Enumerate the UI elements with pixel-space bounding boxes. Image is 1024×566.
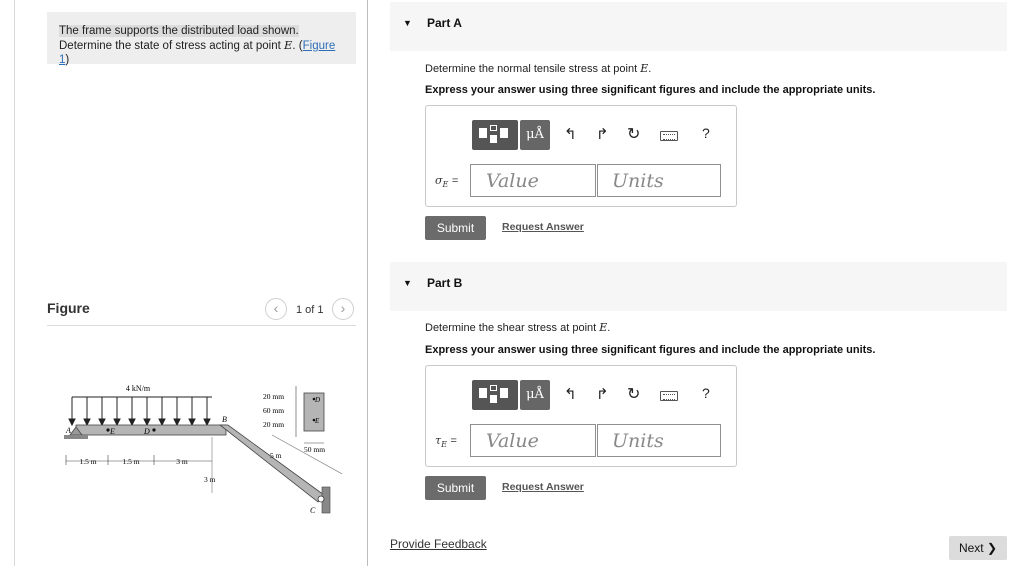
redo-icon[interactable]: ↱ [596, 386, 609, 403]
part-a-instruction: Express your answer using three significant figures and include the appropriate units. [425, 84, 876, 96]
part-a-value-input[interactable]: Value [470, 164, 596, 197]
caret-down-icon: ▼ [403, 278, 412, 288]
part-a-answer-box [425, 105, 737, 207]
dim-3-horizontal: 3 m [176, 457, 188, 466]
section-dim-20a: 20 mm [263, 392, 285, 401]
label-a: A [66, 426, 71, 435]
panel-divider[interactable] [367, 0, 368, 566]
part-b-title: Part B [427, 276, 463, 290]
label-b: B [222, 415, 227, 424]
section-label-d: D [315, 396, 321, 404]
part-b-instruction: Express your answer using three significant figures and include the appropriate units. [425, 344, 876, 356]
figure-link[interactable]: Figure 1 [59, 40, 336, 66]
left-margin-rule [14, 0, 15, 566]
problem-line-1: The frame supports the distributed load shown. [59, 25, 299, 37]
section-dim-20b: 20 mm [263, 420, 285, 429]
part-b-header[interactable] [390, 262, 1007, 311]
distributed-load [69, 397, 212, 425]
undo-icon[interactable]: ↰ [564, 126, 577, 143]
templates-button[interactable] [472, 380, 518, 410]
support-base [64, 435, 88, 439]
inclined-member [220, 425, 324, 502]
section-label-e: E [315, 417, 320, 425]
figure-title: Figure [47, 300, 90, 316]
point-e: E [284, 38, 293, 52]
caret-down-icon: ▼ [403, 18, 412, 28]
provide-feedback-link[interactable]: Provide Feedback [390, 537, 487, 551]
units-button[interactable]: μÅ [520, 120, 550, 150]
math-toolbar [472, 380, 712, 410]
label-c: C [310, 506, 316, 515]
next-button[interactable]: Next ❯ [949, 536, 1007, 560]
redo-icon[interactable]: ↱ [596, 126, 609, 143]
help-icon[interactable]: ? [702, 385, 710, 401]
figure-prev-button[interactable] [265, 298, 287, 320]
part-b-question: Determine the shear stress at point E. [425, 321, 611, 334]
undo-icon[interactable]: ↰ [564, 386, 577, 403]
sigma-e-label: $\sigma_E$ = [435, 174, 459, 190]
label-load: 4 kN/m [125, 384, 151, 393]
part-a-submit-button[interactable]: Submit [425, 216, 486, 240]
dim-3-vertical: 3 m [204, 475, 216, 484]
part-a-request-answer-link[interactable]: Request Answer [502, 221, 584, 233]
frame-figure [62, 375, 342, 520]
part-b-submit-button[interactable]: Submit [425, 476, 486, 500]
reset-icon[interactable]: ↻ [627, 126, 641, 143]
section-dim-60: 60 mm [263, 406, 285, 415]
part-a-header[interactable] [390, 2, 1007, 51]
dim-5: 5 m [270, 451, 282, 460]
keyboard-icon[interactable] [660, 131, 678, 141]
figure-rule [47, 325, 356, 326]
keyboard-icon[interactable] [660, 391, 678, 401]
part-a-title: Part A [427, 16, 462, 30]
label-e: E [110, 427, 115, 436]
part-b-value-input[interactable]: Value [470, 424, 596, 457]
figure-pager: 1 of 1 [296, 304, 324, 316]
dim-1-5-b: 1.5 m [122, 457, 140, 466]
math-toolbar [472, 120, 712, 150]
units-button[interactable]: μÅ [520, 380, 550, 410]
part-a-units-input[interactable]: Units [597, 164, 721, 197]
chevron-right-icon: › [340, 300, 346, 316]
reset-icon[interactable]: ↻ [627, 386, 641, 403]
beam [76, 425, 226, 435]
problem-line-2: Determine the state of stress acting at point E. (Figure 1) [59, 38, 336, 66]
tau-e-label: $\tau_E$ = [435, 434, 457, 450]
part-b-request-answer-link[interactable]: Request Answer [502, 481, 584, 493]
help-icon[interactable]: ? [702, 125, 710, 141]
label-d: D [144, 427, 150, 436]
figure-next-button[interactable] [332, 298, 354, 320]
part-b-units-input[interactable]: Units [597, 424, 721, 457]
section-dim-50: 50 mm [304, 445, 326, 454]
part-b-answer-box [425, 365, 737, 467]
problem-statement [47, 12, 356, 64]
templates-button[interactable] [472, 120, 518, 150]
chevron-left-icon: ‹ [273, 300, 279, 316]
dim-1-5-a: 1.5 m [79, 457, 97, 466]
part-a-question: Determine the normal tensile stress at point E. [425, 62, 652, 75]
